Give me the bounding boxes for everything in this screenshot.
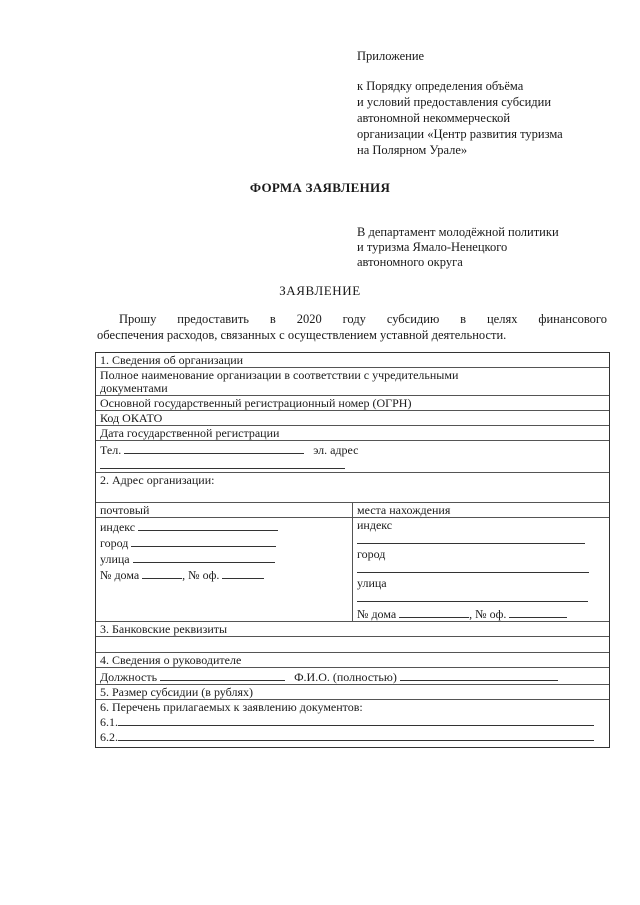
postal-address-column [96, 503, 353, 621]
address-columns [96, 503, 609, 622]
appendix-line: к Порядку определения объёма [357, 79, 524, 93]
documents-list [96, 700, 609, 747]
location-office-label: , № оф. [469, 607, 507, 621]
full-name-field[interactable] [96, 368, 609, 396]
location-address-column [353, 503, 609, 621]
head-row [96, 668, 609, 685]
addressee-line: и туризма Ямало-Ненецкого [357, 240, 508, 254]
postal-house-input[interactable] [142, 567, 182, 579]
postal-street-label: улица [100, 552, 130, 566]
location-office-input[interactable] [509, 606, 567, 618]
addressee-line: В департамент молодёжной политики [357, 225, 559, 239]
section-address: 2. Адрес организации: [100, 473, 215, 487]
okato-field[interactable]: Код ОКАТО [96, 411, 609, 426]
form-title: ФОРМА ЗАЯВЛЕНИЯ [249, 180, 391, 195]
doc-1-label: 6.1. [100, 715, 118, 729]
position-label: Должность [100, 670, 158, 684]
position-input[interactable] [160, 669, 285, 681]
fio-input[interactable] [400, 669, 558, 681]
email-input[interactable] [100, 457, 345, 469]
contacts-row [96, 441, 609, 473]
appendix-line: и условий предоставления субсидии [357, 95, 552, 109]
request-line-2: обеспечения расходов, связанных с осуществлением уставной деятельности. [97, 328, 507, 342]
postal-office-label: , № оф. [182, 568, 220, 582]
appendix-label: Приложение [357, 49, 425, 63]
full-name-label-2: документами [100, 381, 168, 395]
location-city-label: город [357, 547, 386, 561]
addressee-line: автономного округа [357, 255, 463, 269]
request-line-1: Прошу предоставить в 2020 году субсидию в целях финансового [119, 312, 607, 326]
subsidy-amount-field[interactable]: 5. Размер субсидии (в рублях) [96, 685, 609, 700]
location-street-input[interactable] [357, 590, 588, 602]
postal-house-label: № дома [100, 568, 140, 582]
section-head: 4. Сведения о руководителе [96, 653, 609, 668]
postal-street-input[interactable] [133, 551, 275, 563]
request-text [97, 311, 607, 343]
full-name-label-1: Полное наименование организации в соответствии с учредительными [100, 368, 459, 382]
registration-date-field[interactable]: Дата государственной регистрации [96, 426, 609, 441]
addressee-block [357, 225, 627, 270]
application-form-table [95, 352, 610, 748]
postal-index-input[interactable] [138, 519, 278, 531]
statement-title: ЗАЯВЛЕНИЕ [279, 283, 361, 298]
fio-label: Ф.И.О. (полностью) [294, 670, 397, 684]
doc-2-label: 6.2. [100, 730, 118, 744]
section-bank-details: 3. Банковские реквизиты [96, 622, 609, 637]
location-city-input[interactable] [357, 561, 589, 573]
location-house-input[interactable] [399, 606, 469, 618]
phone-input[interactable] [124, 442, 304, 454]
bank-details-input[interactable] [96, 637, 609, 653]
postal-index-label: индекс [100, 520, 136, 534]
appendix-line: автономной некоммерческой [357, 111, 511, 125]
postal-city-label: город [100, 536, 129, 550]
section-documents: 6. Перечень прилагаемых к заявлению документов: [100, 700, 363, 714]
section-organization: 1. Сведения об организации [96, 353, 609, 368]
email-label: эл. адрес [313, 443, 359, 457]
location-street-label: улица [357, 576, 387, 590]
location-header: места нахождения [353, 503, 609, 518]
doc-1-input[interactable] [118, 714, 594, 726]
postal-city-input[interactable] [131, 535, 276, 547]
location-index-label: индекс [357, 518, 393, 532]
location-house-label: № дома [357, 607, 397, 621]
doc-2-input[interactable] [118, 729, 594, 741]
appendix-header [357, 48, 627, 158]
location-index-input[interactable] [357, 532, 585, 544]
postal-header: почтовый [96, 503, 352, 518]
phone-label: Тел. [100, 443, 122, 457]
ogrn-field[interactable]: Основной государственный регистрационный номер (ОГРН) [96, 396, 609, 411]
postal-office-input[interactable] [222, 567, 264, 579]
appendix-line: организации «Центр развития туризма [357, 127, 563, 141]
appendix-line: на Полярном Урале» [357, 143, 468, 157]
